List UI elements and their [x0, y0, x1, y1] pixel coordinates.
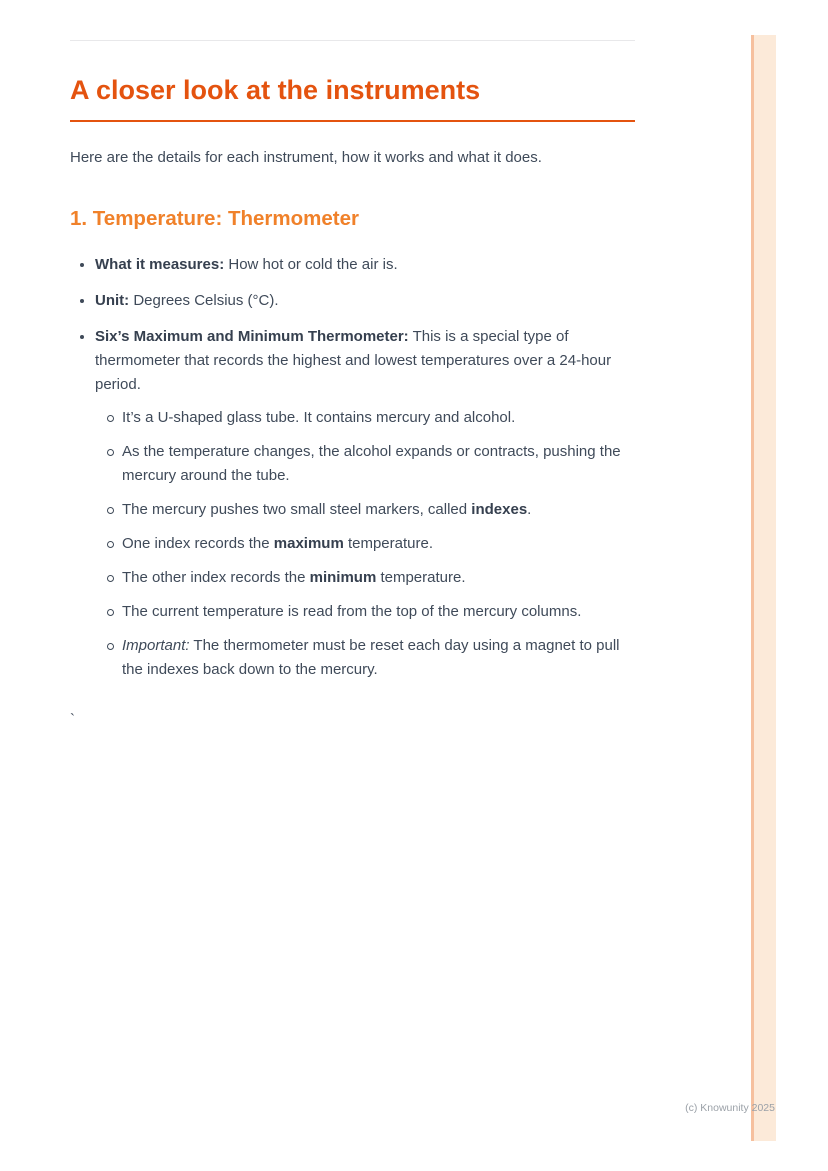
list-item-important-reset [107, 634, 635, 682]
sub-bullet-bold-text: minimum [309, 569, 377, 586]
page-title: A closer look at the instruments [70, 74, 635, 122]
sub-bullet-text: The mercury pushes two small steel markers, called [122, 501, 472, 518]
list-item-current-temperature [107, 600, 635, 624]
footer-credit: (c) Knowunity 2025 [685, 1102, 775, 1114]
top-divider [70, 40, 635, 41]
list-item-unit [80, 289, 635, 313]
sub-bullet-text: temperature. [376, 569, 466, 586]
section-heading-temperature: 1. Temperature: Thermometer [70, 207, 359, 230]
intro-paragraph: Here are the details for each instrument, how it works and what it does. [70, 149, 542, 166]
sub-bullet-text: temperature. [343, 535, 434, 552]
list-item-steel-markers [107, 498, 635, 522]
sub-bullet-text: It’s a U-shaped glass tube. It contains mercury and alcohol. [122, 409, 516, 426]
sub-bullet-text: The other index records the [122, 569, 310, 586]
list-item-alcohol-expands [107, 440, 635, 488]
sub-bullet-italic-text: Important: [122, 637, 190, 654]
list-item-minimum-index [107, 566, 635, 590]
list-item-u-shaped-tube [107, 406, 635, 430]
list-item-what-it-measures [80, 253, 635, 277]
sub-bullet-text: . [527, 501, 532, 518]
list-item-sixs-thermometer [80, 325, 635, 682]
sub-bullet-text: The current temperature is read from the top of the mercury columns. [122, 603, 582, 620]
sub-bullet-text: One index records the [122, 535, 274, 552]
sub-bullet-text: As the temperature changes, the alcohol expands or contracts, pushing the mercury around the tube. [122, 443, 621, 484]
sub-bullet-text: The thermometer must be reset each day using a magnet to pull the indexes back down to the mercury. [122, 637, 620, 678]
bullet-text: How hot or cold the air is. [224, 256, 398, 273]
stray-backtick: ` [70, 711, 75, 728]
bullet-text: Degrees Celsius (°C). [129, 292, 279, 309]
sub-bullet-bold-text: indexes [471, 501, 528, 518]
sub-bullet-bold-text: maximum [273, 535, 344, 552]
bullet-lead-label: What it measures: [95, 256, 225, 273]
bullet-text: This is a special type of thermometer that records the highest and lowest temperatures over a 24-hour period. [95, 328, 612, 393]
document-content [70, 0, 635, 732]
bullet-lead-label: Six’s Maximum and Minimum Thermometer: [95, 328, 409, 345]
bullet-lead-label: Unit: [95, 292, 130, 309]
list-item-maximum-index [107, 532, 635, 556]
instrument-bullet-list [70, 253, 635, 682]
thermometer-detail-list [95, 406, 635, 682]
side-accent-stripe [751, 35, 776, 1141]
